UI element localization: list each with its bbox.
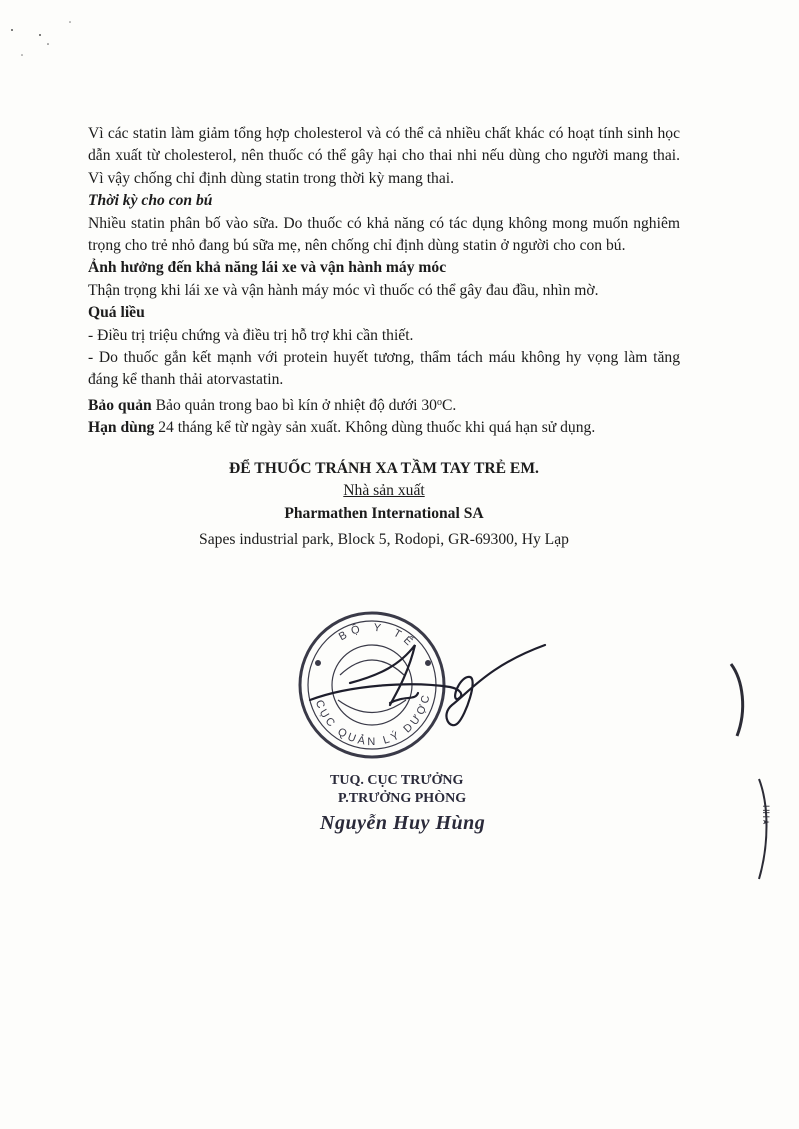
signatory-title: TUQ. CỤC TRƯỞNG bbox=[330, 773, 464, 788]
child-warning: ĐỂ THUỐC TRÁNH XA TẦM TAY TRẺ EM. bbox=[229, 460, 539, 477]
overdose-heading: Quá liều bbox=[88, 304, 145, 322]
expiry-label: Hạn dùng bbox=[88, 419, 155, 437]
overdose-item-1: - Điều trị triệu chứng và điều trị hỗ trợ khi cần thiết. bbox=[88, 326, 414, 344]
storage-line bbox=[88, 392, 680, 417]
official-stamp-and-signature bbox=[290, 605, 570, 765]
manufacturer-address: Sapes industrial park, Block 5, Rodopi, GR-69300, Hy Lạp bbox=[199, 531, 569, 549]
manufacturer-label: Nhà sản xuất bbox=[343, 482, 425, 500]
handwritten-signature bbox=[310, 645, 545, 725]
edge-stamp-arc-top bbox=[725, 660, 755, 740]
degree-sign: o bbox=[436, 396, 442, 408]
stamp-top-text: BỘ Y TẾ bbox=[336, 621, 419, 652]
svg-text:HH★: HH★ bbox=[761, 805, 771, 827]
storage-text: Bảo quản trong bao bì kín ở nhiệt độ dưới 30 bbox=[151, 396, 437, 414]
driving-heading: Ảnh hưởng đến khả năng lái xe và vận hành máy móc bbox=[88, 259, 447, 277]
expiry-line bbox=[88, 417, 680, 439]
pregnancy-paragraph: Vì các statin làm giảm tổng hợp cholesterol và có thể cả nhiều chất khác có hoạt tính sinh học dẫn xuất từ cholesterol, nên thuốc có thể gây hại cho thai nhi nếu dùng cho người mang thai. Vì vậy chống chỉ định dùng statin trong thời kỳ mang thai. bbox=[88, 125, 680, 187]
overdose-item-2: - Do thuốc gắn kết mạnh với protein huyết tương, thẩm tách máu không hy vọng làm tăng đáng kể thanh thải atorvastatin. bbox=[88, 349, 680, 389]
storage-unit: C. bbox=[441, 396, 457, 414]
scan-specks bbox=[0, 0, 120, 80]
edge-stamp-arc-bottom bbox=[755, 775, 799, 885]
stamp-bottom-text: CỤC QUẢN LÝ DƯỢC bbox=[312, 691, 433, 749]
manufacturer-name: Pharmathen International SA bbox=[284, 504, 484, 522]
signature-block bbox=[320, 772, 530, 838]
signatory-name: Nguyễn Huy Hùng bbox=[320, 812, 486, 834]
driving-paragraph: Thận trọng khi lái xe và vận hành máy móc vì thuốc có thể gây đau đầu, nhìn mờ. bbox=[88, 281, 599, 299]
expiry-text: 24 tháng kể từ ngày sản xuất. Không dùng thuốc khi quá hạn sử dụng. bbox=[154, 419, 596, 437]
breastfeeding-heading: Thời kỳ cho con bú bbox=[88, 192, 213, 210]
footer-block bbox=[88, 458, 680, 552]
breastfeeding-paragraph: Nhiều statin phân bố vào sữa. Do thuốc có khả năng có tác dụng không mong muốn nghiêm trọng cho trẻ nhỏ đang bú sữa mẹ, nên chống chỉ định dùng statin ở người cho con bú. bbox=[88, 214, 680, 255]
signatory-position: P.TRƯỞNG PHÒNG bbox=[338, 791, 467, 806]
storage-label: Bảo quản bbox=[88, 396, 152, 414]
body-text bbox=[88, 123, 680, 440]
